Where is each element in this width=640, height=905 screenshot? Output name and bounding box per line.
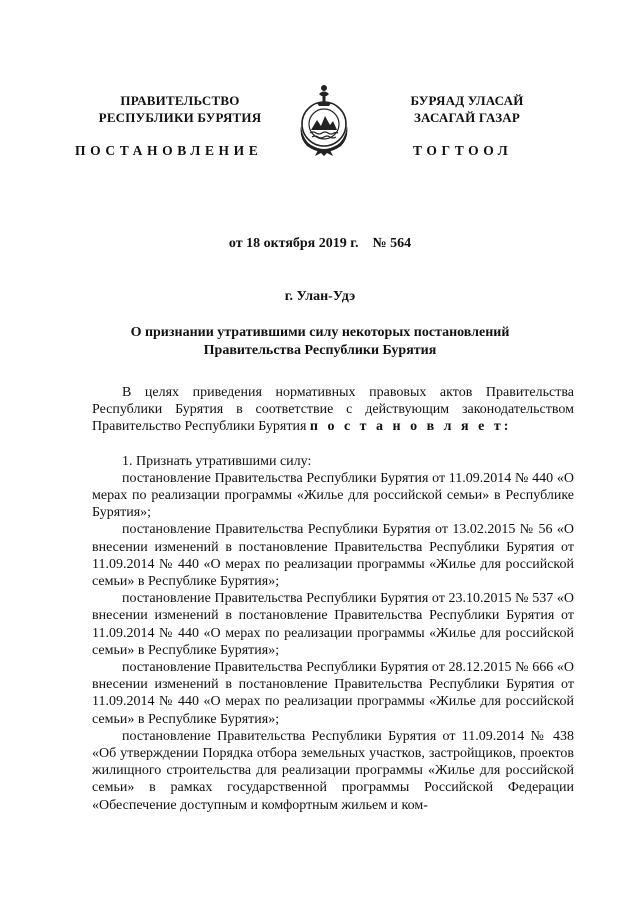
right-org-line-1: БУРЯАД УЛАСАЙ xyxy=(410,93,524,108)
document-date-line xyxy=(0,236,640,252)
item-1-heading: 1. Признать утратившими силу: xyxy=(122,453,312,469)
preamble-text: В целях приведения нормативных правовых актов Правительства Республики Бурятия в соответствие с действующим законодательством Правительство Республики Бурятия xyxy=(92,385,574,435)
list-item: постановление Правительства Республики Бурятия от 11.09.2014 № 440 «О мерах по реализации программы «Жилье для российской семьи» в Республике Бурятия»; xyxy=(92,470,574,521)
list-item: постановление Правительства Республики Бурятия от 28.12.2015 № 666 «О внесении изменений в постановление Правительства Республики Бурятия от 11.09.2014 № 440 «О мерах по реализации программы «Жилье для российской семьи» в Республике Бурятия»; xyxy=(92,660,574,727)
right-document-type: ТОГТООЛ xyxy=(413,143,513,158)
list-item: постановление Правительства Республики Бурятия от 23.10.2015 № 537 «О внесении изменений в постановление Правительства Республики Бурятия от 11.09.2014 № 440 «О мерах по реализации программы «Жилье для российской семьи» в Республике Бурятия»; xyxy=(92,591,574,658)
document-city: г. Улан-Удэ xyxy=(284,289,356,304)
coat-of-arms-emblem-icon xyxy=(293,80,355,156)
left-organization-name xyxy=(85,92,275,126)
right-organization-name xyxy=(372,92,562,126)
right-org-line-2: ЗАСАГАЙ ГАЗАР xyxy=(413,110,521,125)
left-org-line-2: РЕСПУБЛИКИ БУРЯТИЯ xyxy=(98,110,262,125)
document-body xyxy=(92,384,574,814)
document-header xyxy=(0,0,640,170)
list-item: постановление Правительства Республики Бурятия от 13.02.2015 № 56 «О внесении изменений в постановление Правительства Республики Бурятия от 11.09.2014 № 440 «О мерах по реализации программы «Жилье для российской семьи» в Республике Бурятия»; xyxy=(92,522,574,590)
document-number: № 564 xyxy=(372,236,412,251)
preamble-paragraph xyxy=(92,384,574,436)
left-org-line-1: ПРАВИТЕЛЬСТВО xyxy=(120,93,240,108)
document-title-line-1: О признании утратившими силу некоторых постановлений xyxy=(130,325,510,340)
list-item: постановление Правительства Республики Бурятия от 11.09.2014 № 438 «Об утверждении Порядка отбора земельных участков, застройщиков, проектов жилищного строительства для реализации программы «Жилье для российской семьи» в рамках государственной программы Российской Федерации «Обеспечение доступным и комфортным жильем и ком- xyxy=(92,728,574,813)
document-date: от 18 октября 2019 г. xyxy=(228,236,359,251)
document-title xyxy=(0,324,640,360)
preamble-decree-word: п о с т а н о в л я е т: xyxy=(309,419,512,435)
left-document-type: ПОСТАНОВЛЕНИЕ xyxy=(75,143,263,158)
document-title-line-2: Правительства Республики Бурятия xyxy=(203,343,437,358)
